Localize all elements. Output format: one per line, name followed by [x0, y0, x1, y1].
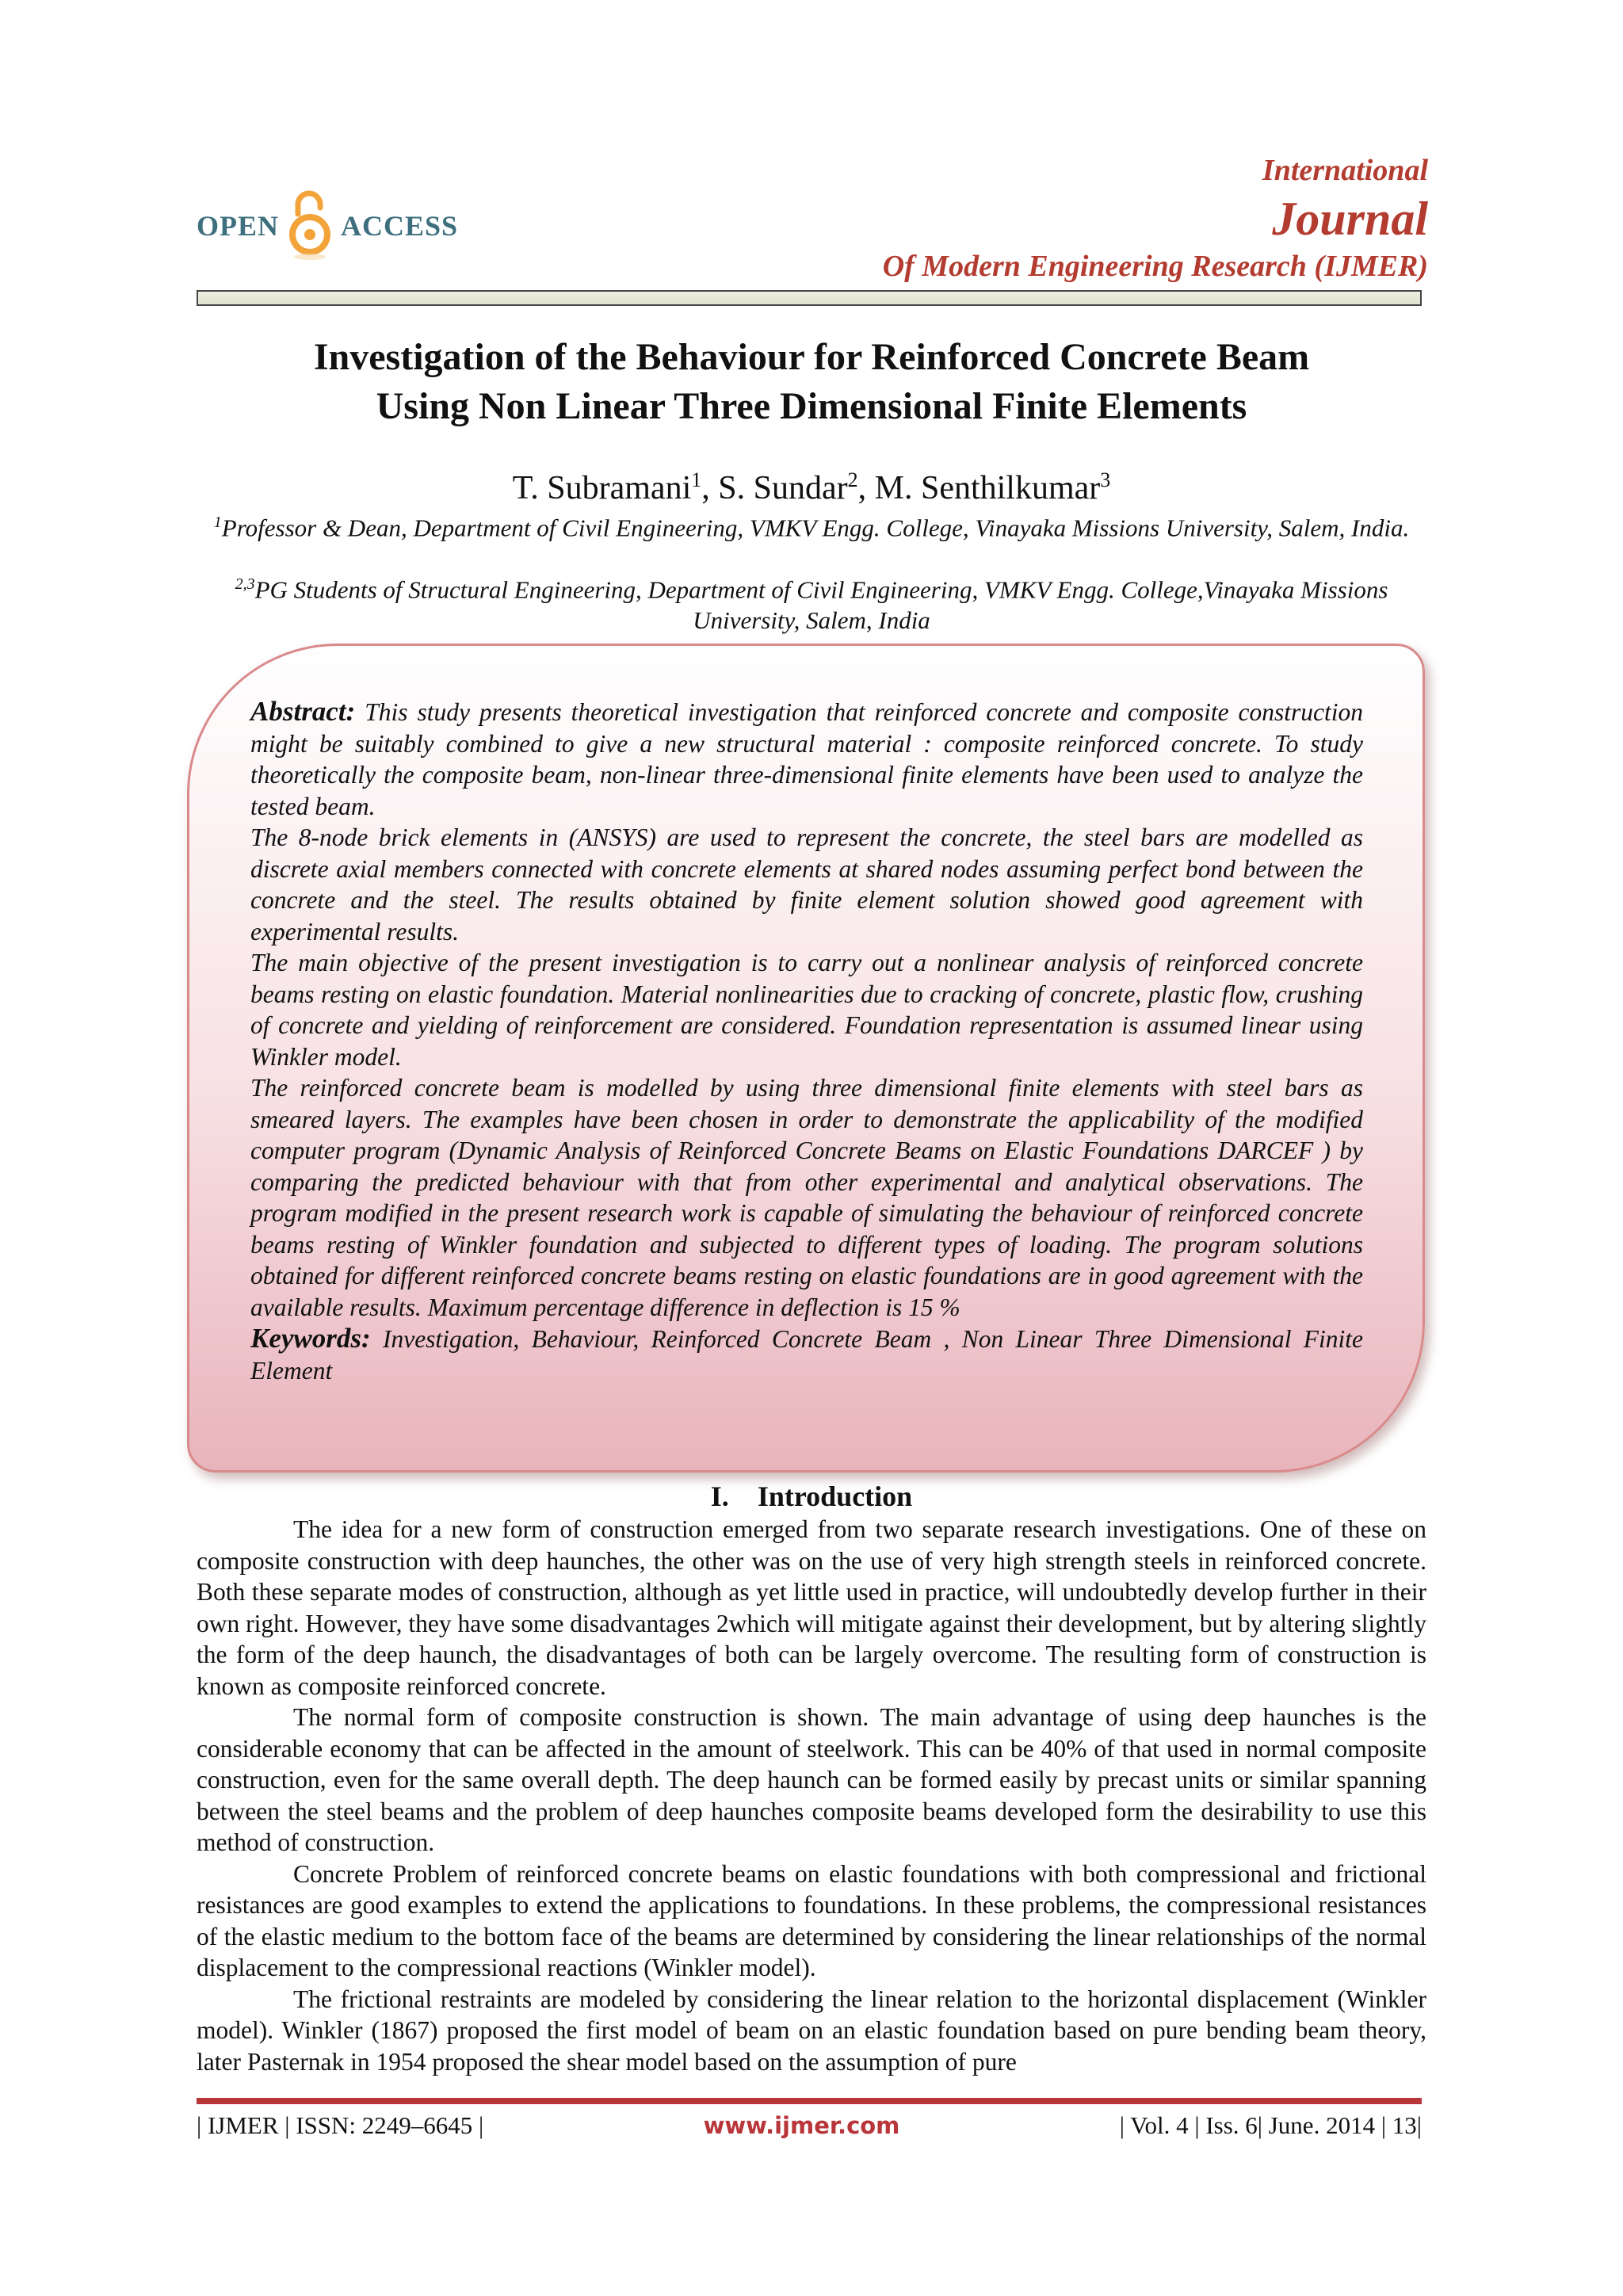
body-paragraph: Concrete Problem of reinforced concrete beams on elastic foundations with both compressional and frictional resistances are good examples to extend the applications to foundations. In these problems, the compressional resistances of the elastic medium to the bottom face of the beams are determined by considering the linear relationships of the normal displacement to the compressional reactions (Winkler model). [197, 1859, 1426, 1981]
affiliation-marker: 2,3 [235, 575, 255, 593]
footer-website-link[interactable]: www.ijmer.com [703, 2112, 900, 2139]
abstract-label: Abstract: [250, 696, 356, 727]
abstract-content [250, 696, 1363, 1386]
journal-line-journal: Journal [1272, 193, 1428, 245]
footer-divider [197, 2098, 1422, 2104]
body-paragraph: The normal form of composite construction is shown. The main advantage of using deep haunches is the considerable economy that can be affected in the amount of steelwork. This can be 40% of that used in normal composite construction, even for the same overall depth. The deep haunch can be formed easily by precast units or similar spanning between the steel beams and the problem of deep haunches composite beams developed form the desirability to use this method of construction. [197, 1703, 1426, 1856]
journal-line-international: International [1262, 154, 1428, 187]
open-lock-icon [287, 190, 333, 262]
keywords [250, 1323, 1363, 1386]
author-name: M. Senthilkumar [874, 470, 1101, 506]
section-number: I. [710, 1480, 729, 1512]
paper-title-line-1: Investigation of the Behaviour for Reinforced Concrete Beam [313, 336, 1310, 378]
affiliation-marker: 1 [213, 514, 222, 531]
journal-masthead [883, 151, 1428, 285]
keywords-text: Investigation, Behaviour, Reinforced Concrete Beam , Non Linear Three Dimensional Finite Element [250, 1325, 1363, 1385]
body-paragraph: The frictional restraints are modeled by considering the linear relation to the horizontal displacement (Winkler model). Winkler (1867) proposed the first model of beam on an elastic foundation based on pure bending beam theory, later Pasternak in 1954 proposed the shear model based on the assumption of pure [197, 1985, 1426, 2076]
page-footer [197, 2108, 1422, 2143]
section-title: Introduction [757, 1480, 913, 1512]
footer-volume-page: | Vol. 4 | Iss. 6| June. 2014 | 13| [1119, 2111, 1422, 2139]
section-heading-introduction [0, 1479, 1623, 1514]
abstract-paragraph: The main objective of the present investigation is to carry out a nonlinear analysis of reinforced concrete beams resting on elastic foundation. Material nonlinearities due to cracking of concrete, plastic flow, crushing of concrete and yielding of reinforcement are considered. Foundation representation is assumed linear using Winkler model. [250, 949, 1363, 1071]
abstract-paragraph: The reinforced concrete beam is modelled by using three dimensional finite elements with steel bars as smeared layers. The examples have been chosen in order to demonstrate the applicability of the modified computer program (Dynamic Analysis of Reinforced Concrete Beams on Elastic Foundations DARCEF ) by comparing the predicted behaviour with that from other experimental and analytical observations. The program modified in the present research work is capable of simulating the behaviour of reinforced concrete beams resting of Winkler foundation and subjected to different types of loading. The program solutions obtained for different reinforced concrete beams resting on elastic foundations are in good agreement with the available results. Maximum percentage difference in deflection is 15 % [250, 1074, 1363, 1321]
author-name: T. Subramani [512, 470, 692, 506]
author-affiliation-marker: 3 [1100, 468, 1111, 491]
affiliation [182, 569, 1441, 636]
open-access-word-open: OPEN [197, 210, 280, 242]
body-paragraph: The idea for a new form of construction emerged from two separate research investigations. One of these on composite construction with deep haunches, the other was on the use of very high strength steels in reinforced concrete. Both these separate modes of construction, although as yet little used in practice, will undoubtedly develop further in their own right. However, they have some disadvantages 2which will mitigate against their development, but by altering slightly the form of the deep haunch, the disadvantages of both can be largely overcome. The resulting form of construction is known as composite reinforced concrete. [197, 1515, 1426, 1700]
open-access-word-access: ACCESS [341, 210, 459, 242]
author-list: T. Subramani$^1$, S. Sundar$^2$, M. Senthilkumar$^3$ [512, 468, 1111, 506]
footer-issn: | IJMER | ISSN: 2249–6645 | [197, 2111, 484, 2139]
author-affiliation-marker: 2 [847, 468, 858, 491]
open-access-logo [197, 190, 458, 262]
header-divider [197, 290, 1422, 306]
abstract-paragraph: The 8-node brick elements in (ANSYS) are used to represent the concrete, the steel bars are modelled as discrete axial members connected with concrete elements at shared nodes assuming perfect bond between the concrete and the steel. The results obtained by finite element solution showed good agreement with experimental results. [250, 823, 1363, 946]
affiliation-text: PG Students of Structural Engineering, Department of Civil Engineering, VMKV Engg. College,Vinayaka Missions University, Salem, India [254, 575, 1388, 635]
paper-title-line-2: Using Non Linear Three Dimensional Finite Elements [376, 385, 1247, 427]
author-affiliation-marker: 1 [691, 468, 702, 491]
journal-line-full-name: Of Modern Engineering Research (IJMER) [882, 250, 1428, 283]
author-name: S. Sundar [718, 470, 848, 506]
affiliation [182, 507, 1441, 543]
paper-title [158, 333, 1465, 431]
abstract-paragraph-text: This study presents theoretical investigation that reinforced concrete and composite construction might be suitably combined to give a new structural material : composite reinforced concrete. To study theoretically the composite beam, non-linear three-dimensional finite elements have been used to analyze the tested beam. [250, 698, 1364, 820]
introduction-body [197, 1514, 1426, 2077]
abstract-paragraph [250, 696, 1363, 822]
keywords-label: Keywords: [250, 1323, 371, 1354]
affiliation-text: Professor & Dean, Department of Civil Engineering, VMKV Engg. College, Vinayaka Missions University, Salem, India. [221, 514, 1410, 542]
